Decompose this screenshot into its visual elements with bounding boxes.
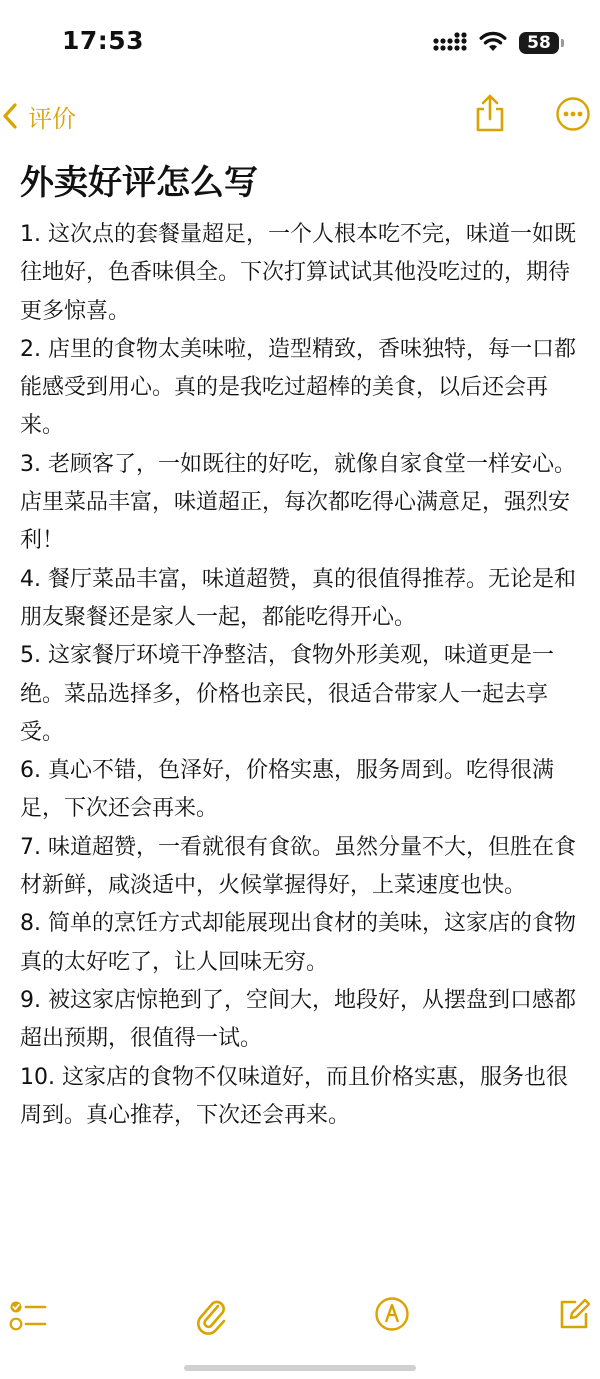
back-button[interactable] [0, 96, 76, 136]
note-item: 10. 这家店的食物不仅味道好，而且价格实惠，服务也很周到。真心推荐，下次还会再来。 [20, 1064, 568, 1128]
note-item: 9. 被这家店惊艳到了，空间大，地段好，从摆盘到口感都超出预期，很值得一试。 [20, 987, 576, 1052]
home-indicator [184, 1365, 416, 1371]
share-icon[interactable] [473, 92, 507, 134]
note-item: 2. 店里的食物太美味啦，造型精致，香味独特，每一口都能感受到用心。真的是我吃过超棒的美食，以后还会再来。 [20, 336, 576, 439]
back-label: 评价 [28, 104, 76, 133]
note-item: 7. 味道超赞，一看就很有食欲。虽然分量不大，但胜在食材新鲜，咸淡适中，火候掌握得好，上菜速度也快。 [20, 834, 576, 899]
more-icon[interactable] [555, 96, 591, 132]
status-bar [0, 0, 600, 88]
note-title[interactable]: 外卖好评怎么写 [20, 163, 258, 203]
note-item: 4. 餐厅菜品丰富，味道超赞，真的很值得推荐。无论是和朋友聚餐还是家人一起，都能吃得开心。 [20, 566, 576, 630]
status-time: 17:53 [62, 26, 145, 55]
battery-cap [561, 39, 564, 47]
compose-icon[interactable] [556, 1296, 592, 1332]
note-item: 6. 真心不错，色泽好，价格实惠，服务周到。吃得很满足，下次还会再来。 [20, 758, 554, 822]
cellular-signal-icon [433, 32, 469, 52]
note-body[interactable] [20, 216, 580, 1135]
paperclip-icon[interactable] [194, 1296, 228, 1336]
note-item: 5. 这家餐厅环境干净整洁，食物外形美观，味道更是一绝。菜品选择多，价格也亲民，很适合带家人一起去享受。 [20, 643, 554, 745]
battery-indicator: 58 [519, 32, 559, 54]
note-item: 8. 简单的烹饪方式却能展现出食材的美味，这家店的食物真的太好吃了，让人回味无穷。 [20, 911, 576, 975]
bottom-toolbar [0, 1286, 600, 1346]
note-item: 1. 这次点的套餐量超足，一个人根本吃不完，味道一如既往地好，色香味俱全。下次打算试试其他没吃过的，期待更多惊喜。 [20, 222, 576, 324]
note-item: 3. 老顾客了，一如既往的好吃，就像自家食堂一样安心。店里菜品丰富，味道超正，每次都吃得心满意足，强烈安利！ [20, 451, 576, 554]
checklist-icon[interactable] [8, 1296, 48, 1336]
chevron-left-icon [2, 103, 18, 129]
nav-bar [0, 88, 600, 140]
markup-pen-icon[interactable] [374, 1296, 410, 1332]
wifi-icon [478, 30, 508, 54]
